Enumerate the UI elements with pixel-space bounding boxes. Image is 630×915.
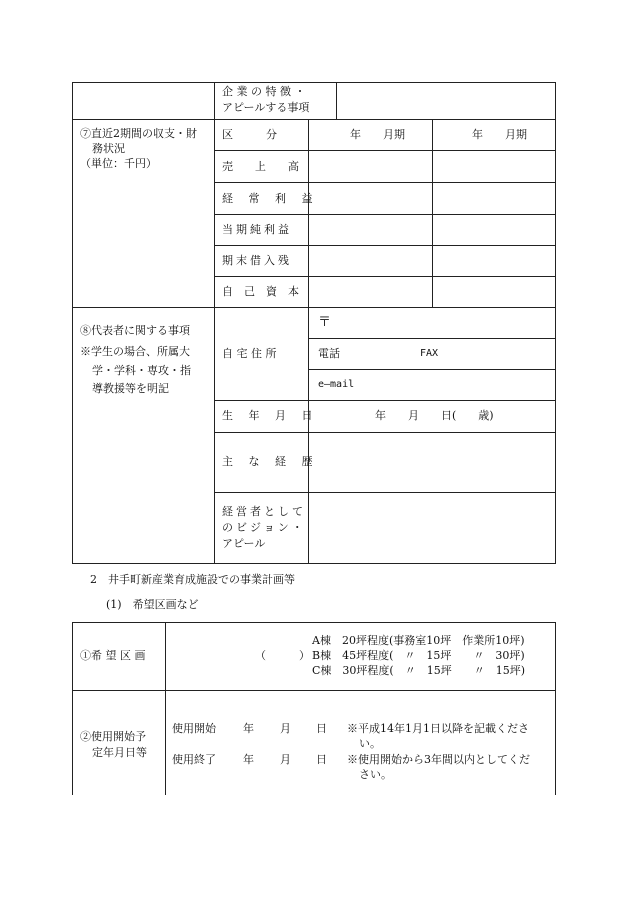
start-label: 使用開始 bbox=[172, 722, 216, 735]
finance-row-ordinary-profit: 経 常 利 益 bbox=[222, 192, 319, 205]
address-label: 自 宅 住 所 bbox=[222, 347, 277, 360]
start-year: 年 bbox=[243, 722, 254, 735]
postal-mark: 〒 bbox=[318, 315, 332, 330]
rep-title-line4: 導教援等を明記 bbox=[92, 382, 169, 395]
fax-label: FAX bbox=[420, 348, 439, 359]
note-start-line1: ※平成14年1月1日以降を記載くださ bbox=[347, 722, 529, 735]
end-label: 使用終了 bbox=[172, 753, 216, 766]
area-option-b: B棟 45坪程度( 〃 15坪 〃 30坪) bbox=[312, 649, 525, 662]
finance-row-sales: 売 上 高 bbox=[222, 160, 299, 173]
area-label: ①希 望 区 画 bbox=[80, 649, 146, 662]
area-option-c: C棟 30坪程度( 〃 15坪 〃 15坪) bbox=[312, 664, 525, 677]
career-label: 主 な 経 歴 bbox=[222, 455, 319, 468]
rep-title-line1: ⑧代表者に関する事項 bbox=[80, 324, 190, 337]
features-label-line1: 企 業 の 特 徴 ・ bbox=[222, 85, 306, 98]
email-label: e—mail bbox=[318, 379, 355, 390]
vision-label-line1: 経営者として bbox=[222, 505, 306, 518]
finance-period1: 年 月期 bbox=[350, 128, 405, 141]
area-choice-paren[interactable]: （ ） bbox=[255, 649, 310, 662]
note-end-line1: ※使用開始から3年間以内としてくだ bbox=[347, 753, 530, 766]
rep-title-line2: ※学生の場合、所属大 bbox=[80, 345, 190, 358]
vision-label-line2: のビジョン・ bbox=[222, 521, 306, 534]
note-end-line2: さい。 bbox=[359, 768, 392, 781]
birth-label: 生 年 月 日 bbox=[222, 409, 319, 422]
end-month: 月 bbox=[280, 753, 291, 766]
note-start-line2: い。 bbox=[359, 737, 381, 750]
finance-title-line3: （単位：千円） bbox=[80, 157, 157, 170]
area-option-a: A棟 20坪程度(事務室10坪 作業所10坪) bbox=[312, 634, 525, 647]
vision-label-line3: アピール bbox=[222, 537, 266, 550]
dates-label-line2: 定年月日等 bbox=[92, 746, 147, 759]
start-day: 日 bbox=[316, 722, 327, 735]
phone-label: 電話 bbox=[318, 347, 340, 360]
finance-row-debt: 期末借入残 bbox=[222, 254, 292, 267]
rep-title-line3: 学・学科・専攻・指 bbox=[92, 364, 191, 377]
birth-value: 年 月 日( 歳) bbox=[375, 409, 494, 422]
finance-period2: 年 月期 bbox=[472, 128, 527, 141]
section2-subheading: (1) 希望区画など bbox=[106, 598, 199, 611]
finance-row-equity: 自 己 資 本 bbox=[222, 285, 299, 298]
features-label-line2: アピールする事項 bbox=[222, 101, 310, 114]
dates-label-line1: ②使用開始予 bbox=[80, 730, 146, 743]
end-day: 日 bbox=[316, 753, 327, 766]
finance-title-line1: ⑦直近2期間の収支・財 bbox=[80, 127, 197, 140]
finance-col-header: 区 分 bbox=[222, 128, 277, 141]
end-year: 年 bbox=[243, 753, 254, 766]
start-month: 月 bbox=[280, 722, 291, 735]
features-input[interactable] bbox=[337, 83, 555, 119]
finance-title-line2: 務状況 bbox=[92, 142, 125, 155]
section2-heading: 2 井手町新産業育成施設での事業計画等 bbox=[90, 573, 295, 586]
finance-row-net-profit: 当期純利益 bbox=[222, 223, 292, 236]
